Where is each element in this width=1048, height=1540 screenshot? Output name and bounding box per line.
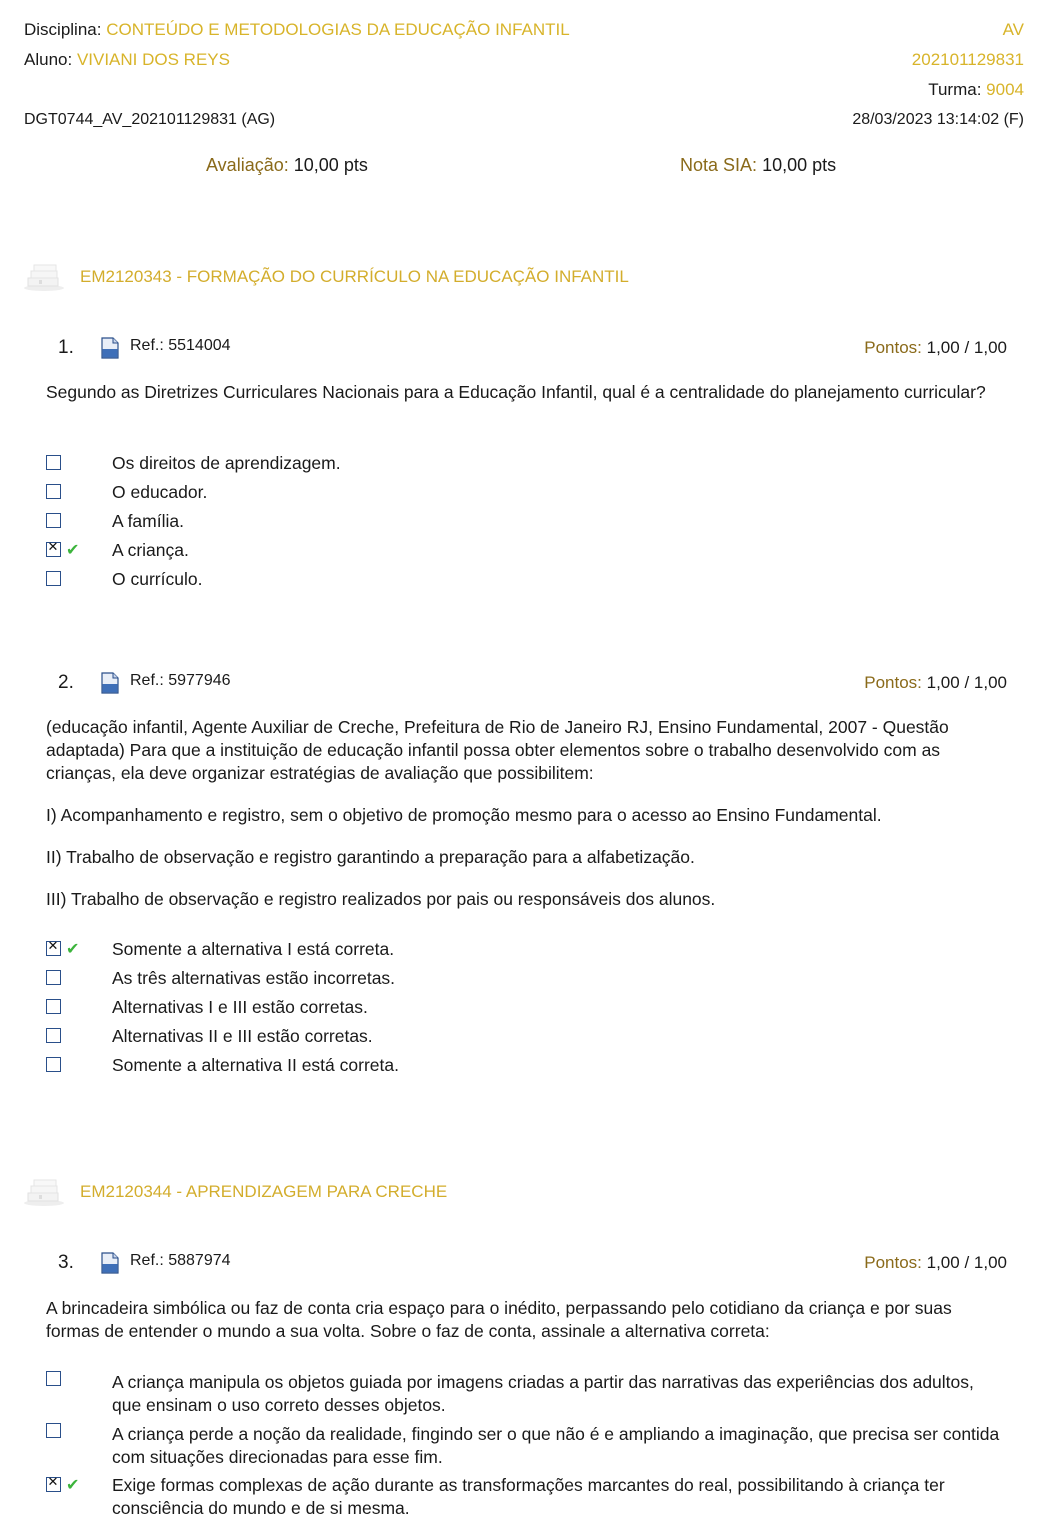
option-text: A criança. <box>112 540 189 560</box>
answer-option[interactable] <box>46 571 1006 595</box>
question-text <box>46 381 996 423</box>
answer-checkbox[interactable] <box>46 1057 61 1072</box>
question-paragraph: I) Acompanhamento e registro, sem o objetivo de promoção mesmo para o acesso ao Ensino Fundamental. <box>46 805 882 825</box>
answer-option[interactable] <box>46 970 1006 994</box>
answer-checkbox[interactable] <box>46 571 61 586</box>
option-text: A família. <box>112 511 184 531</box>
answer-checkbox[interactable] <box>46 1371 61 1386</box>
points-value: 1,00 <box>926 338 960 357</box>
answer-option[interactable] <box>46 513 1006 537</box>
option-text: Alternativas II e III estão corretas. <box>112 1026 373 1046</box>
question-paragraph: III) Trabalho de observação e registro realizados por pais ou responsáveis dos alunos. <box>46 889 716 909</box>
points-label: Pontos: <box>864 673 922 692</box>
answer-checkbox[interactable] <box>46 513 61 528</box>
question-text <box>46 716 996 930</box>
correct-check-icon: ✔ <box>66 939 80 958</box>
answer-option-selected[interactable] <box>46 941 1006 965</box>
answer-option[interactable] <box>46 1057 1006 1081</box>
question-ref: Ref.: 5977946 <box>130 672 231 689</box>
av-label: AV <box>1002 20 1024 39</box>
option-text: O currículo. <box>112 569 203 589</box>
points-label: Pontos: <box>864 1253 922 1272</box>
document-icon <box>101 1252 119 1274</box>
document-icon <box>101 672 119 694</box>
avaliacao-value: 10,00 <box>293 155 339 175</box>
points-max: / 1,00 <box>964 338 1007 357</box>
option-text: A criança manipula os objetos guiada por imagens criadas a partir das narrativas das experiências dos adultos, que ensinam o uso correto desses objetos. <box>112 1372 974 1415</box>
answer-checkbox[interactable] <box>46 1423 61 1438</box>
option-text: Somente a alternativa I está correta. <box>112 939 395 959</box>
module-title-2: EM2120344 - APRENDIZAGEM PARA CRECHE <box>80 1182 448 1201</box>
answer-option[interactable] <box>46 1423 1006 1469</box>
question-points <box>864 673 1007 693</box>
points-max: / 1,00 <box>964 1253 1007 1272</box>
nota-sia-score <box>680 155 836 176</box>
answer-checkbox[interactable] <box>46 970 61 985</box>
question-points <box>864 1253 1007 1273</box>
question-points <box>864 338 1007 358</box>
correct-check-icon: ✔ <box>66 540 80 559</box>
question-text <box>46 1297 996 1362</box>
disciplina-value: CONTEÚDO E METODOLOGIAS DA EDUCAÇÃO INFANTIL <box>106 20 570 39</box>
answer-checkbox[interactable] <box>46 484 61 499</box>
option-text: As três alternativas estão incorretas. <box>112 968 396 988</box>
nota-unit: pts <box>812 155 837 175</box>
exam-code: DGT0744_AV_202101129831 (AG) <box>24 111 276 128</box>
answer-checkbox-checked[interactable] <box>46 941 61 956</box>
points-label: Pontos: <box>864 338 922 357</box>
answer-checkbox[interactable] <box>46 455 61 470</box>
turma-value: 9004 <box>986 80 1024 99</box>
nota-value: 10,00 <box>762 155 808 175</box>
option-text: Somente a alternativa II está correta. <box>112 1055 399 1075</box>
answer-option[interactable] <box>46 484 1006 508</box>
disciplina-label: Disciplina: <box>24 20 102 39</box>
points-value: 1,00 <box>926 1253 960 1272</box>
exam-datetime: 28/03/2023 13:14:02 (F) <box>852 111 1024 128</box>
answer-checkbox-checked[interactable] <box>46 1477 61 1492</box>
turma-label: Turma: <box>928 80 982 99</box>
aluno-line <box>24 50 230 70</box>
aluno-value: VIVIANI DOS REYS <box>76 50 230 69</box>
module-title-1: EM2120343 - FORMAÇÃO DO CURRÍCULO NA EDUCAÇÃO INFANTIL <box>80 267 629 286</box>
option-text: Alternativas I e III estão corretas. <box>112 997 368 1017</box>
answer-option[interactable] <box>46 1028 1006 1052</box>
option-text: O educador. <box>112 482 208 502</box>
module-header-1 <box>22 262 66 297</box>
question-paragraph: (educação infantil, Agente Auxiliar de Creche, Prefeitura de Rio de Janeiro RJ, Ensino Fundamental, 2007 - Questão adaptada) Para que a instituição de educação infantil possa obter elementos sobre o trabalho desenvolvido com as crianças, ela deve organizar estratégias de avaliação que possibilitem: <box>46 717 949 783</box>
option-text: Os direitos de aprendizagem. <box>112 453 341 473</box>
book-stack-icon <box>22 1177 66 1207</box>
question-paragraph: A brincadeira simbólica ou faz de conta cria espaço para o inédito, perpassando pelo cotidiano da criança e por suas formas de entender o mundo a sua volta. Sobre o faz de conta, assinale a alternativa correta: <box>46 1298 952 1341</box>
question-paragraph: II) Trabalho de observação e registro garantindo a preparação para a alfabetização. <box>46 847 695 867</box>
avaliacao-score <box>206 155 368 176</box>
aluno-label: Aluno: <box>24 50 73 69</box>
answer-option[interactable] <box>46 999 1006 1023</box>
answer-checkbox-checked[interactable] <box>46 542 61 557</box>
question-number: 3. <box>58 1252 74 1273</box>
disciplina-line <box>24 20 570 40</box>
question-number: 1. <box>58 337 74 358</box>
answer-option[interactable] <box>46 455 1006 479</box>
question-paragraph: Segundo as Diretrizes Curriculares Nacionais para a Educação Infantil, qual é a centralidade do planejamento curricular? <box>46 382 986 402</box>
module-header-2 <box>22 1177 66 1212</box>
option-text: A criança perde a noção da realidade, fingindo ser o que não é e ampliando a imaginação, que precisa ser contida com situações direcionadas para esse fim. <box>112 1424 1000 1467</box>
answer-checkbox[interactable] <box>46 999 61 1014</box>
question-number: 2. <box>58 672 74 693</box>
points-max: / 1,00 <box>964 673 1007 692</box>
question-ref: Ref.: 5887974 <box>130 1252 231 1269</box>
answer-option[interactable] <box>46 1371 1006 1417</box>
correct-check-icon: ✔ <box>66 1475 80 1494</box>
question-ref: Ref.: 5514004 <box>130 337 231 354</box>
book-stack-icon <box>22 262 66 292</box>
document-icon <box>101 337 119 359</box>
answer-checkbox[interactable] <box>46 1028 61 1043</box>
answer-option-selected[interactable] <box>46 1477 1006 1523</box>
avaliacao-unit: pts <box>343 155 368 175</box>
answer-option-selected[interactable] <box>46 542 1006 566</box>
turma-line <box>928 80 1024 100</box>
option-text: Exige formas complexas de ação durante as transformações marcantes do real, possibilitando à criança ter consciência do mundo e de si mesma. <box>112 1475 945 1518</box>
nota-label: Nota SIA: <box>680 155 758 175</box>
matricula: 202101129831 <box>911 50 1024 69</box>
points-value: 1,00 <box>926 673 960 692</box>
avaliacao-label: Avaliação: <box>206 155 289 175</box>
